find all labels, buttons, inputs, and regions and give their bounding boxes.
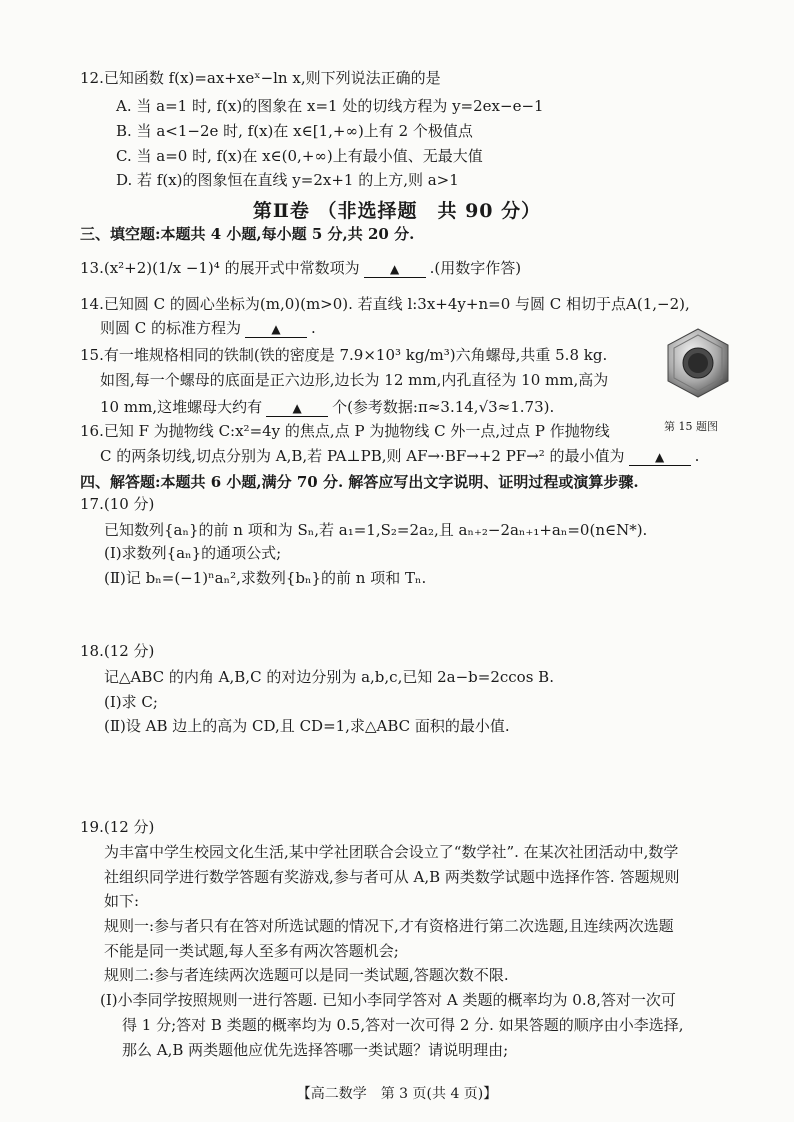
- q19-head: 19.(12 分): [80, 818, 155, 836]
- q17-part2: (Ⅱ)记 bₙ=(−1)ⁿaₙ²,求数列{bₙ}的前 n 项和 Tₙ.: [104, 569, 427, 587]
- q12-option-a: A. 当 a=1 时, f(x)的图象在 x=1 处的切线方程为 y=2ex−e−1: [116, 97, 544, 115]
- q15-line3: [100, 397, 554, 417]
- page-footer: 【高二数学 第 3 页(共 4 页)】: [296, 1086, 498, 1102]
- q19-rule2: 规则二:参与者连续两次选题可以是同一类试题,答题次数不限.: [104, 966, 509, 984]
- q19-part1a: (Ⅰ)小李同学按照规则一进行答题. 已知小李同学答对 A 类题的概率均为 0.8,答对一次可: [100, 991, 676, 1009]
- q15-text: 10 mm,这堆螺母大约有: [100, 398, 263, 416]
- q19-rule1a: 规则一:参与者只有在答对所选试题的情况下,才有资格进行第二次选题,且连续两次选题: [104, 917, 674, 935]
- q15-tail: 个(参考数据:π≈3.14,√3≈1.73).: [332, 398, 555, 416]
- q13-tail: .(用数字作答): [429, 259, 522, 277]
- q16-tail: .: [694, 447, 700, 465]
- answer-blank: ▲: [266, 400, 328, 417]
- q14-text: 则圆 C 的标准方程为: [100, 319, 242, 337]
- q14-tail: .: [311, 319, 316, 337]
- q14-line2: [100, 318, 316, 338]
- q13-text: 13.(x²+2)(1/x −1)⁴ 的展开式中常数项为: [80, 259, 360, 277]
- q19-part1b: 得 1 分;答对 B 类题的概率均为 0.5,答对一次可得 2 分. 如果答题的顺序由小李选择,: [122, 1016, 684, 1034]
- q14-line1: 14.已知圆 C 的圆心坐标为(m,0)(m>0). 若直线 l:3x+4y+n=0 与圆 C 相切于点A(1,−2),: [80, 295, 690, 313]
- q19-line3: 如下:: [104, 892, 140, 910]
- q15-line2: 如图,每一个螺母的底面是正六边形,边长为 12 mm,内孔直径为 10 mm,高为: [100, 371, 609, 389]
- section3-heading: 三、填空题:本题共 4 小题,每小题 5 分,共 20 分.: [80, 225, 415, 243]
- q17-part1: (Ⅰ)求数列{aₙ}的通项公式;: [104, 544, 282, 562]
- answer-blank: ▲: [629, 449, 691, 466]
- q19-rule1b: 不能是同一类试题,每人至多有两次答题机会;: [104, 942, 399, 960]
- q12-option-d: D. 若 f(x)的图象恒在直线 y=2x+1 的上方,则 a>1: [116, 171, 459, 189]
- q12-option-c: C. 当 a=0 时, f(x)在 x∈(0,+∞)上有最小值、无最大值: [116, 147, 483, 165]
- section4-heading: 四、解答题:本题共 6 小题,满分 70 分. 解答应写出文字说明、证明过程或演算步骤.: [80, 473, 639, 491]
- q18-part2: (Ⅱ)设 AB 边上的高为 CD,且 CD=1,求△ABC 面积的最小值.: [104, 717, 510, 735]
- figure-caption: 第 15 题图: [664, 420, 718, 433]
- q16-text: C 的两条切线,切点分别为 A,B,若 PA⊥PB,则 AF→·BF→+2 PF→² 的最小值为: [100, 447, 625, 465]
- q18-line1: 记△ABC 的内角 A,B,C 的对边分别为 a,b,c,已知 2a−b=2ccos B.: [104, 668, 554, 686]
- q19-part1c: 那么 A,B 两类题他应优先选择答哪一类试题？请说明理由;: [122, 1041, 509, 1059]
- q12-stem: 12.已知函数 f(x)=ax+xeˣ−ln x,则下列说法正确的是: [80, 69, 441, 87]
- answer-blank: ▲: [364, 261, 426, 278]
- q19-line1: 为丰富中学生校园文化生活,某中学社团联合会设立了“数学社”. 在某次社团活动中,数学: [104, 843, 679, 861]
- answer-blank: ▲: [245, 321, 307, 338]
- q16-line1: 16.已知 F 为抛物线 C:x²=4y 的焦点,点 P 为抛物线 C 外一点,过点 P 作抛物线: [80, 422, 610, 440]
- q18-part1: (Ⅰ)求 C;: [104, 693, 158, 711]
- q17-head: 17.(10 分): [80, 495, 155, 513]
- q17-line1: 已知数列{aₙ}的前 n 项和为 Sₙ,若 a₁=1,S₂=2a₂,且 aₙ₊₂−2aₙ₊₁+aₙ=0(n∈N*).: [104, 521, 648, 539]
- hex-nut-figure: [660, 325, 736, 401]
- q15-line1: 15.有一堆规格相同的铁制(铁的密度是 7.9×10³ kg/m³)六角螺母,共重 5.8 kg.: [80, 346, 608, 364]
- part2-title: 第Ⅱ卷 （非选择题 共 90 分）: [252, 200, 542, 222]
- q19-line2: 社组织同学进行数学答题有奖游戏,参与者可从 A,B 两类数学试题中选择作答. 答题规则: [104, 868, 680, 886]
- q18-head: 18.(12 分): [80, 642, 155, 660]
- q16-line2: [100, 446, 699, 466]
- q12-option-b: B. 当 a<1−2e 时, f(x)在 x∈[1,+∞)上有 2 个极值点: [116, 122, 473, 140]
- q13: [80, 258, 521, 278]
